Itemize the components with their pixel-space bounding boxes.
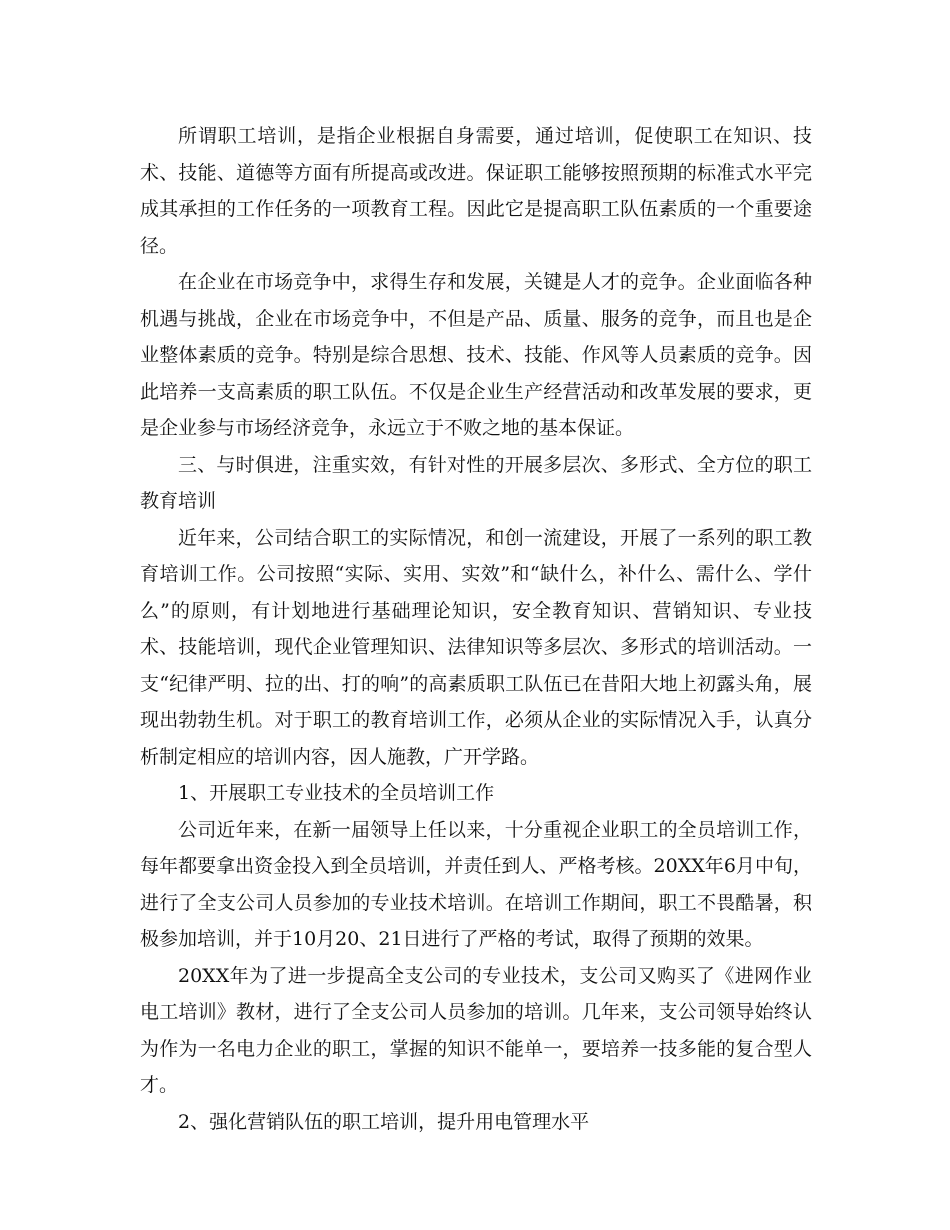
paragraph-training-definition: 所谓职工培训，是指企业根据自身需要，通过培训，促使职工在知识、技术、技能、道德等方面有所提高或改进。保证职工能够按照预期的标准式水平完成其承担的工作任务的一项教育工程。因此它是提高职工队伍素质的一个重要途径。	[140, 125, 812, 257]
paragraph-market-competition: 在企业在市场竞争中，求得生存和发展，关键是人才的竞争。企业面临各种机遇与挑战，企业在市场竞争中，不但是产品、质量、服务的竞争，而且也是企业整体素质的竞争。特别是综合思想、技术、技能、作风等人员素质的竞争。因此培养一支高素质的职工队伍。不仅是企业生产经营活动和改革发展的要求，更是企业参与市场经济竞争，永远立于不败之地的基本保证。	[140, 271, 812, 439]
paragraph-electrician-training: 20XX年为了进一步提高全支公司的专业技术，支公司又购买了《进网作业电工培训》教材，进行了全支公司人员参加的培训。几年来，支公司领导始终认为作为一名电力企业的职工，掌握的知识不能单一，要培养一技多能的复合型人才。	[140, 964, 812, 1096]
document-body	[140, 118, 812, 1140]
section-heading-three: 三、与时俱进，注重实效，有针对性的开展多层次、多形式、全方位的职工教育培训	[140, 453, 812, 512]
subheading-1: 1、开展职工专业技术的全员培训工作	[178, 782, 495, 804]
paragraph-full-staff-training: 公司近年来，在新一届领导上任以来，十分重视企业职工的全员培训工作，每年都要拿出资金投入到全员培训，并责任到人、严格考核。20XX年6月中旬，进行了全支公司人员参加的专业技术培训。在培训工作期间，职工不畏酷暑，积极参加培训，并于10月20、21日进行了严格的考试，取得了预期的效果。	[140, 818, 812, 950]
paragraph-recent-training: 近年来，公司结合职工的实际情况，和创一流建设，开展了一系列的职工教育培训工作。公司按照“实际、实用、实效”和“缺什么，补什么、需什么、学什么”的原则，有计划地进行基础理论知识，安全教育知识、营销知识、专业技术、技能培训，现代企业管理知识、法律知识等多层次、多形式的培训活动。一支“纪律严明、拉的出、打的响”的高素质职工队伍已在昔阳大地上初露头角，展现出勃勃生机。对于职工的教育培训工作，必须从企业的实际情况入手，认真分析制定相应的培训内容，因人施教，广开学路。	[140, 526, 812, 768]
subheading-2: 2、强化营销队伍的职工培训，提升用电管理水平	[178, 1110, 590, 1133]
